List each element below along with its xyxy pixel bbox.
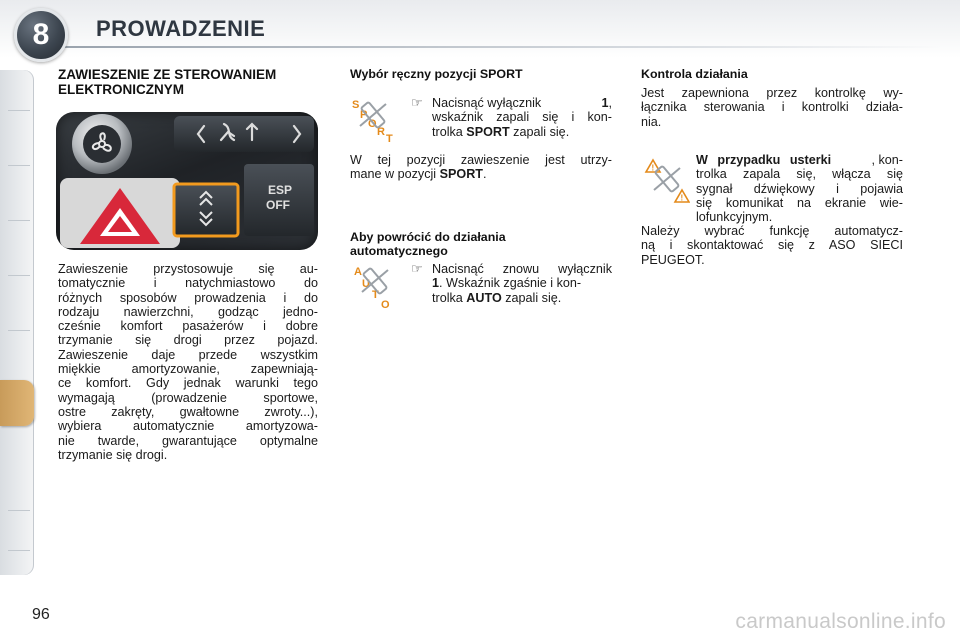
chapter-title: PROWADZENIE <box>96 16 266 41</box>
fault-paragraph <box>696 153 903 224</box>
svg-text:R: R <box>377 126 385 138</box>
pointing-hand-icon: ☞ <box>411 261 423 276</box>
sport-step-text: trolka <box>432 124 467 139</box>
section-title-line2: ELEKTRONICZNYM <box>58 82 184 97</box>
intro-line: tomatycznie i natychmiastowo do <box>58 276 318 291</box>
sport-step-text: Nacisnąć wyłącznik <box>432 96 542 110</box>
tab-divider <box>8 510 30 511</box>
intro-line: cześnie komfort pasażerów i dobre <box>58 319 318 334</box>
auto-step <box>432 262 612 305</box>
svg-text:U: U <box>362 278 370 290</box>
tab-divider <box>8 165 30 166</box>
sport-mode-label: SPORT <box>466 124 510 139</box>
auto-step-text: trolka <box>432 290 467 305</box>
sport-indicator-icon <box>350 96 396 142</box>
control-panel-photo <box>56 112 318 250</box>
sport-note <box>350 153 612 182</box>
auto-heading-line: Aby powrócić do działania <box>350 230 506 244</box>
svg-text:!: ! <box>680 193 684 203</box>
chapter-tab-active[interactable] <box>0 380 34 426</box>
esp-off-label: OFF <box>266 198 290 212</box>
svg-text:T: T <box>372 289 379 301</box>
sport-step-text: , <box>608 96 612 110</box>
watermark-link[interactable]: carmanualsonline.info <box>735 610 946 633</box>
intro-line: miękkie amortyzowanie, zapewniają- <box>58 362 318 377</box>
svg-text:O: O <box>381 299 390 308</box>
top-button-strip <box>174 116 314 152</box>
tab-divider <box>8 220 30 221</box>
advice-line: ną i skontaktować się z ASO SIECI <box>641 238 903 253</box>
auto-heading <box>350 230 506 258</box>
intro-line: trzymanie się drogi przez pojazd. <box>58 333 318 348</box>
header-rule <box>60 46 940 48</box>
check-line: nia. <box>641 114 662 129</box>
check-line: Jest zapewniona przez kontrolkę wy- <box>641 86 903 100</box>
svg-text:A: A <box>354 266 362 278</box>
fault-line: , kon- <box>871 153 903 167</box>
fault-line: sygnał dźwiękowy i pojawia <box>696 181 903 196</box>
intro-line: trzymanie się drogi. <box>58 447 168 462</box>
fault-warning-icon <box>644 158 690 204</box>
sport-heading: Wybór ręczny pozycji SPORT <box>350 67 523 81</box>
control-panel-illustration <box>56 112 318 250</box>
fault-line: trolka zapala się, włącza się <box>696 167 903 182</box>
sport-step-text: zapali się. <box>509 124 570 139</box>
advice-paragraph <box>641 224 903 267</box>
intro-line: Zawieszenie przystosowuje się au- <box>58 262 318 276</box>
svg-text:T: T <box>386 133 393 142</box>
intro-line: Zawieszenie daje przede wszystkim <box>58 347 318 362</box>
intro-paragraph <box>58 262 318 462</box>
intro-line: nie twarde, gwarantujące optymalne <box>58 433 318 448</box>
tab-divider <box>8 275 30 276</box>
auto-heading-line: automatycznego <box>350 244 448 258</box>
fault-line: lofunkcyjnym. <box>696 210 773 225</box>
svg-text:O: O <box>368 118 377 130</box>
esp-label: ESP <box>268 183 293 197</box>
check-line: łącznika sterowania i kontrolki działa- <box>641 100 903 115</box>
fan-knob-center <box>83 125 121 163</box>
fault-heading: W przypadku usterki <box>696 153 832 167</box>
sport-note-line: W tej pozycji zawieszenie jest utrzy- <box>350 153 612 167</box>
intro-line: różnych sposobów prowadzenia i do <box>58 290 318 305</box>
intro-line: wymagają (prowadzenie sportowe, <box>58 390 318 405</box>
advice-line: PEUGEOT. <box>641 252 705 267</box>
auto-step-text: Nacisnąć znowu wyłącznik <box>432 262 612 276</box>
advice-line: Należy wybrać funkcję automatycz- <box>641 224 903 238</box>
check-paragraph <box>641 86 903 129</box>
check-heading: Kontrola działania <box>641 67 748 81</box>
section-title <box>58 67 328 97</box>
sport-step-text: wskaźnik zapali się i kon- <box>432 110 612 125</box>
sport-mode-label: SPORT <box>439 167 483 182</box>
pointing-hand-icon: ☞ <box>411 95 423 110</box>
svg-text:P: P <box>360 109 368 121</box>
page-number: 96 <box>32 606 50 623</box>
chapter-badge: 8 <box>14 8 68 62</box>
sport-note-line: . <box>482 167 487 182</box>
switch-number: 1 <box>601 96 609 110</box>
tab-divider <box>8 330 30 331</box>
intro-line: ostre zakręty, gwałtowne zwroty...), <box>58 404 318 419</box>
intro-line: wybiera automatycznie amortyzowa- <box>58 419 318 434</box>
fault-line: się komunikat na ekranie wie- <box>696 195 903 210</box>
auto-step-text: . Wskaźnik zgaśnie i kon- <box>439 276 582 291</box>
auto-indicator-icon <box>350 262 396 308</box>
tab-divider <box>8 110 30 111</box>
auto-step-text: zapali się. <box>501 290 562 305</box>
section-title-line1: ZAWIESZENIE ZE STEROWANIEM <box>58 67 277 82</box>
intro-line: ce komfort. Gdy jednak warunki tego <box>58 376 318 391</box>
sport-step <box>432 96 612 139</box>
intro-line: rodzaju nawierzchni, godząc jedno- <box>58 304 318 319</box>
sport-note-line: mane w pozycji <box>350 167 440 182</box>
auto-mode-label: AUTO <box>466 290 502 305</box>
switch-number: 1 <box>432 276 440 291</box>
svg-text:!: ! <box>651 163 655 173</box>
tab-divider <box>8 550 30 551</box>
svg-text:S: S <box>352 99 360 111</box>
chapter-tab-rail <box>0 70 34 575</box>
